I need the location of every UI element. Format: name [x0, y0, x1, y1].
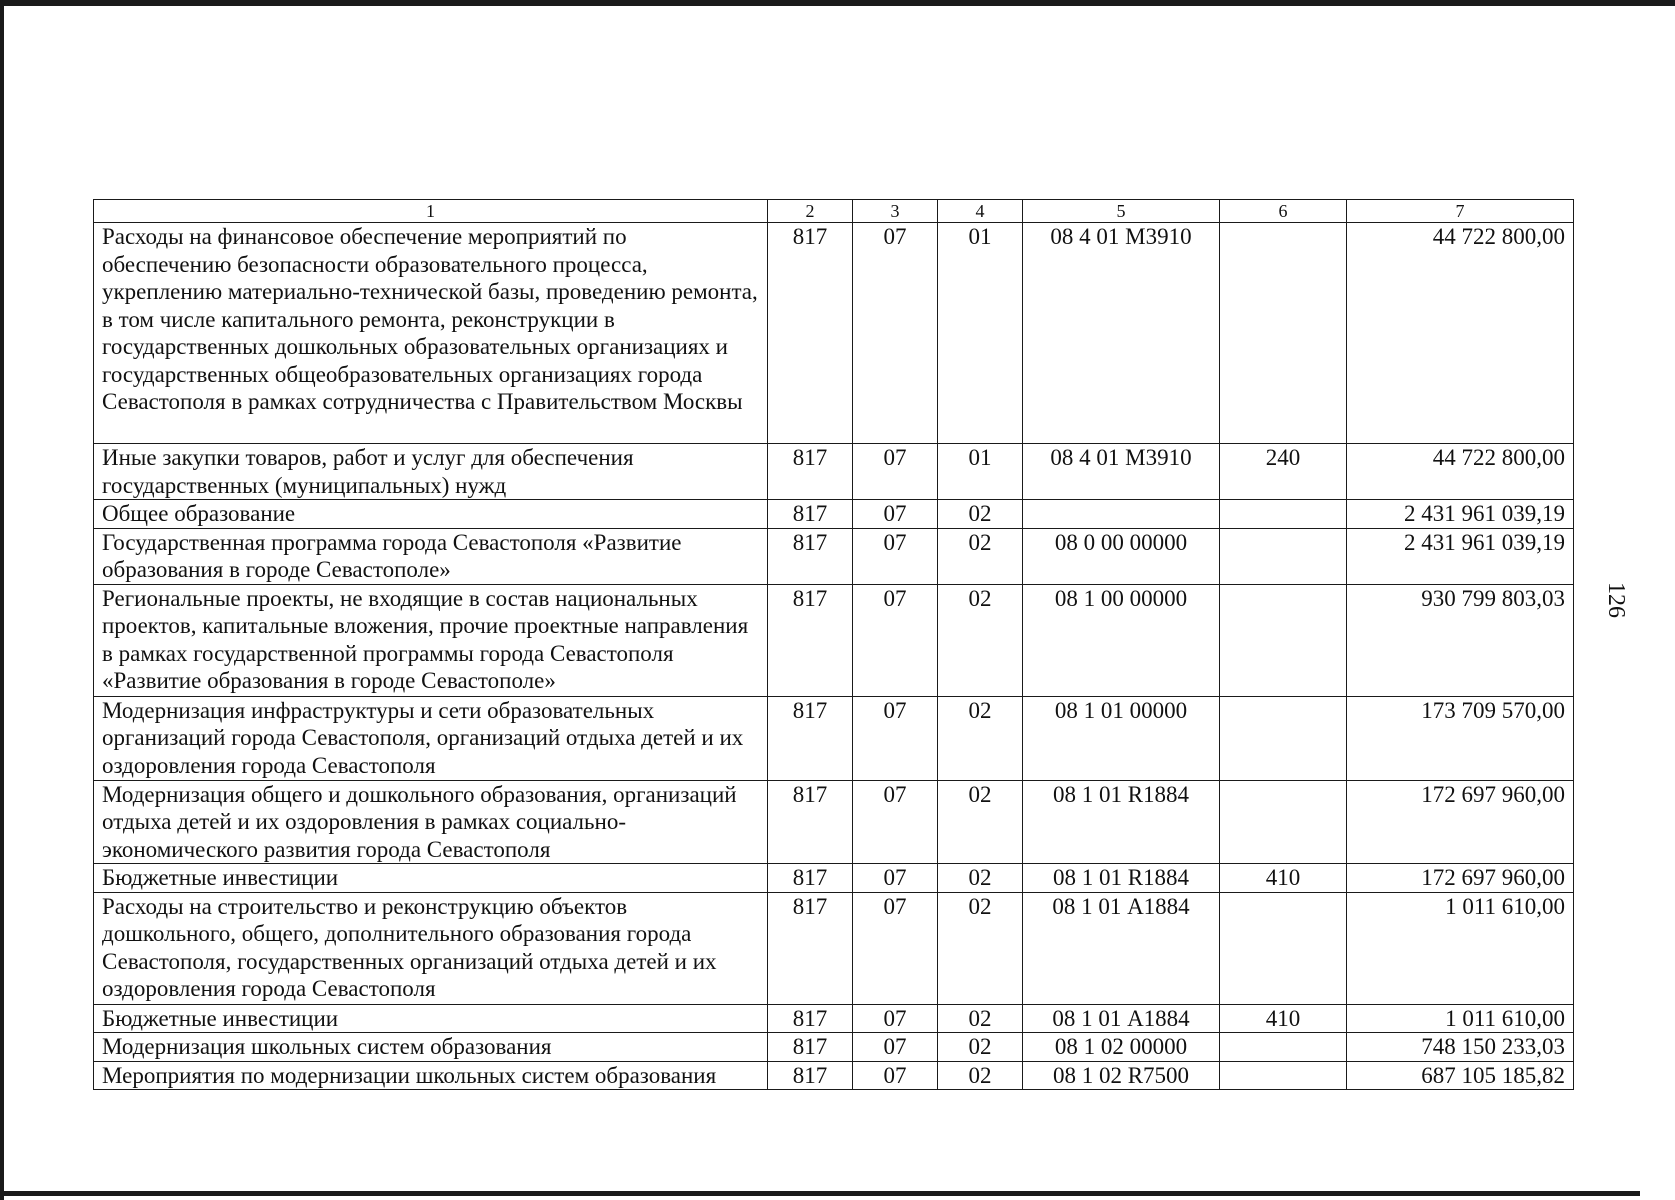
row-target: 08 1 01 00000 [1023, 696, 1220, 780]
row-name: Модернизация школьных систем образования [94, 1033, 768, 1062]
row-ministry: 817 [768, 223, 853, 444]
row-section: 07 [853, 1061, 938, 1090]
row-expense-type [1220, 584, 1347, 696]
header-col-1: 1 [94, 200, 768, 223]
row-amount: 173 709 570,00 [1347, 696, 1574, 780]
row-ministry: 817 [768, 864, 853, 893]
table-row [94, 696, 1574, 780]
row-expense-type [1220, 500, 1347, 529]
row-amount: 172 697 960,00 [1347, 864, 1574, 893]
scan-edge-top [0, 0, 1675, 6]
header-col-2: 2 [768, 200, 853, 223]
row-name: Бюджетные инвестиции [94, 864, 768, 893]
table-row [94, 500, 1574, 529]
scan-edge-left [0, 0, 4, 1200]
header-col-7: 7 [1347, 200, 1574, 223]
row-target: 08 1 01 А1884 [1023, 1004, 1220, 1033]
row-expense-type: 410 [1220, 1004, 1347, 1033]
row-ministry: 817 [768, 1004, 853, 1033]
row-target: 08 1 02 R7500 [1023, 1061, 1220, 1090]
table-row [94, 864, 1574, 893]
row-ministry: 817 [768, 1061, 853, 1090]
row-section: 07 [853, 864, 938, 893]
row-ministry: 817 [768, 584, 853, 696]
row-amount: 2 431 961 039,19 [1347, 500, 1574, 529]
row-name: Расходы на финансовое обеспечение мероприятий по обеспечению безопасности образовательного процесса, укреплению материально-технической базы, проведению ремонта, в том числе капитального ремонта, реконструкции в государственных дошкольных образовательных организациях и государственных общеобразовательных организациях города Севастополя в рамках сотрудничества с Правительством Москвы [94, 223, 768, 444]
scan-edge-bottom [0, 1191, 1640, 1196]
row-ministry: 817 [768, 780, 853, 864]
row-subsection: 02 [938, 1061, 1023, 1090]
row-ministry: 817 [768, 528, 853, 584]
row-target: 08 0 00 00000 [1023, 528, 1220, 584]
row-expense-type [1220, 528, 1347, 584]
row-name: Модернизация инфраструктуры и сети образовательных организаций города Севастополя, организаций отдыха детей и их оздоровления города Севастополя [94, 696, 768, 780]
row-amount: 748 150 233,03 [1347, 1033, 1574, 1062]
row-section: 07 [853, 892, 938, 1004]
row-section: 07 [853, 528, 938, 584]
row-name: Расходы на строительство и реконструкцию объектов дошкольного, общего, дополнительного образования города Севастополя, государственных организаций отдыха детей и их оздоровления города Севастополя [94, 892, 768, 1004]
table-row [94, 780, 1574, 864]
row-ministry: 817 [768, 444, 853, 500]
row-target: 08 4 01 М3910 [1023, 444, 1220, 500]
row-amount: 1 011 610,00 [1347, 1004, 1574, 1033]
row-subsection: 02 [938, 696, 1023, 780]
row-ministry: 817 [768, 892, 853, 1004]
row-expense-type [1220, 780, 1347, 864]
row-amount: 2 431 961 039,19 [1347, 528, 1574, 584]
row-amount: 1 011 610,00 [1347, 892, 1574, 1004]
row-target: 08 1 01 R1884 [1023, 780, 1220, 864]
row-name: Государственная программа города Севастополя «Развитие образования в городе Севастополе» [94, 528, 768, 584]
row-expense-type [1220, 892, 1347, 1004]
row-section: 07 [853, 1004, 938, 1033]
row-amount: 930 799 803,03 [1347, 584, 1574, 696]
row-ministry: 817 [768, 696, 853, 780]
header-col-6: 6 [1220, 200, 1347, 223]
page-number: 126 [1603, 582, 1629, 618]
table-row [94, 1033, 1574, 1062]
row-section: 07 [853, 584, 938, 696]
row-ministry: 817 [768, 500, 853, 529]
row-target: 08 1 01 А1884 [1023, 892, 1220, 1004]
row-target: 08 4 01 М3910 [1023, 223, 1220, 444]
header-col-3: 3 [853, 200, 938, 223]
table-row [94, 892, 1574, 1004]
row-amount: 687 105 185,82 [1347, 1061, 1574, 1090]
row-subsection: 02 [938, 528, 1023, 584]
row-section: 07 [853, 223, 938, 444]
row-name: Иные закупки товаров, работ и услуг для обеспечения государственных (муниципальных) нужд [94, 444, 768, 500]
header-col-4: 4 [938, 200, 1023, 223]
row-section: 07 [853, 1033, 938, 1062]
table-row [94, 1061, 1574, 1090]
row-expense-type [1220, 223, 1347, 444]
row-target [1023, 500, 1220, 529]
row-subsection: 02 [938, 584, 1023, 696]
budget-table [93, 199, 1574, 1090]
row-expense-type: 240 [1220, 444, 1347, 500]
row-name: Бюджетные инвестиции [94, 1004, 768, 1033]
table-row [94, 444, 1574, 500]
row-name: Модернизация общего и дошкольного образования, организаций отдыха детей и их оздоровления в рамках социально-экономического развития города Севастополя [94, 780, 768, 864]
row-ministry: 817 [768, 1033, 853, 1062]
table-row [94, 1004, 1574, 1033]
row-subsection: 02 [938, 1004, 1023, 1033]
row-section: 07 [853, 444, 938, 500]
row-subsection: 02 [938, 892, 1023, 1004]
header-row [94, 200, 1574, 223]
table-row [94, 223, 1574, 444]
row-expense-type [1220, 1061, 1347, 1090]
header-col-5: 5 [1023, 200, 1220, 223]
row-amount: 44 722 800,00 [1347, 223, 1574, 444]
row-amount: 44 722 800,00 [1347, 444, 1574, 500]
row-target: 08 1 01 R1884 [1023, 864, 1220, 893]
row-subsection: 01 [938, 444, 1023, 500]
row-subsection: 01 [938, 223, 1023, 444]
row-name: Общее образование [94, 500, 768, 529]
row-section: 07 [853, 500, 938, 529]
row-expense-type [1220, 1033, 1347, 1062]
table-row [94, 584, 1574, 696]
row-expense-type: 410 [1220, 864, 1347, 893]
row-subsection: 02 [938, 500, 1023, 529]
row-subsection: 02 [938, 1033, 1023, 1062]
table-row [94, 528, 1574, 584]
row-name: Региональные проекты, не входящие в состав национальных проектов, капитальные вложения, прочие проектные направления в рамках государственной программы города Севастополя «Развитие образования в городе Севастополе» [94, 584, 768, 696]
row-subsection: 02 [938, 780, 1023, 864]
row-section: 07 [853, 696, 938, 780]
row-section: 07 [853, 780, 938, 864]
row-name: Мероприятия по модернизации школьных систем образования [94, 1061, 768, 1090]
row-amount: 172 697 960,00 [1347, 780, 1574, 864]
row-target: 08 1 00 00000 [1023, 584, 1220, 696]
row-subsection: 02 [938, 864, 1023, 893]
row-target: 08 1 02 00000 [1023, 1033, 1220, 1062]
row-expense-type [1220, 696, 1347, 780]
